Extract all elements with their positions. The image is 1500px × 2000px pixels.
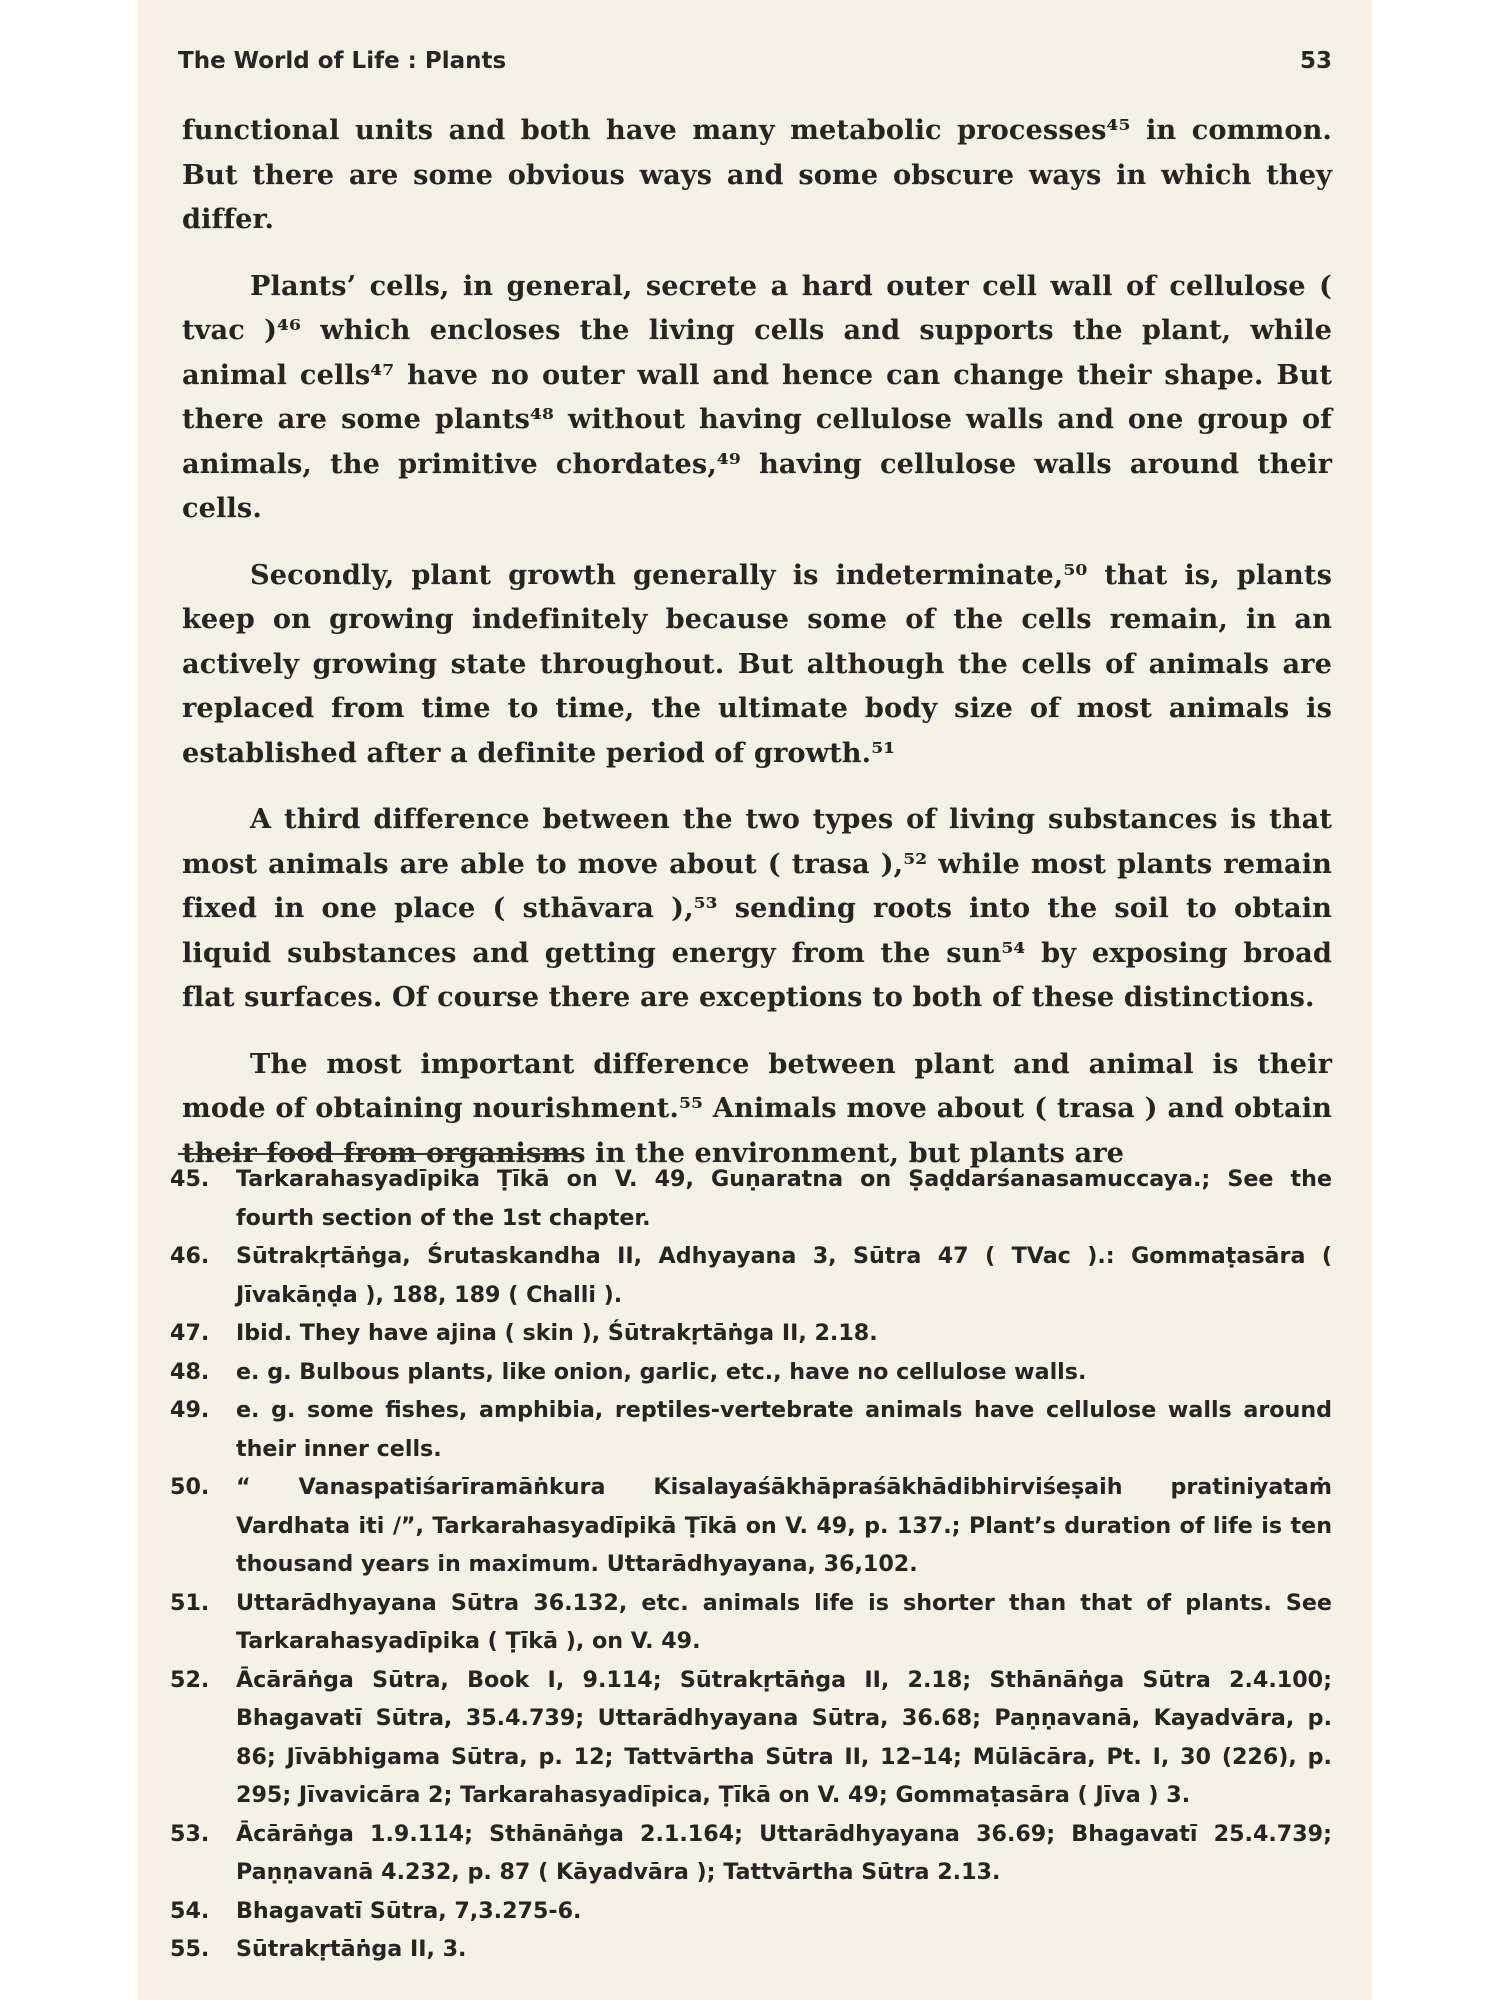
main-text: [182, 108, 1332, 1197]
book-page: [138, 0, 1372, 2000]
footnote-number: 46.: [170, 1243, 210, 1269]
footnote-number: 53.: [170, 1820, 210, 1847]
footnote: [170, 1661, 1332, 1815]
footnote-text: Sūtrakṛtāṅga II, 3.: [236, 1936, 467, 1962]
footnote: [170, 1892, 1332, 1931]
footnote: [170, 1314, 1332, 1353]
footnote: [170, 1930, 1332, 1969]
footnote-number: 48.: [170, 1358, 210, 1385]
footnote-text: “ Vanaspatiśarīramāṅkura Kisalayaśākhāpraśākhādibhirviśeṣaih pratiniyataṁ Vardhata iti /”, Tarkarahasyadīpikā Ṭīkā on V. 49, p. 137.; Plant’s duration of life is ten thousand years in maximum. Uttarādhyayana, 36,102.: [236, 1474, 1332, 1577]
footnote-number: 45.: [170, 1166, 210, 1192]
footnote-number: 52.: [170, 1666, 210, 1693]
footnote-number: 47.: [170, 1320, 210, 1346]
footnote-text: Ibid. They have ajina ( skin ), Śūtrakṛtāṅga II, 2.18.: [236, 1320, 878, 1346]
page-number: 53: [1299, 48, 1332, 74]
paragraph: functional units and both have many metabolic processes⁴⁵ in common. But there are some obvious ways and some obscure ways in which they differ.: [182, 114, 1332, 235]
footnote: [170, 1353, 1332, 1392]
paragraph: A third difference between the two types of living substances is that most animals are able to move about ( trasa ),⁵² while most plants remain fixed in one place ( sthāvara ),⁵³ sending roots into the soil to obtain liquid substances and getting energy from the sun⁵⁴ by exposing broad flat surfaces. Of course there are exceptions to both of these distinctions.: [182, 803, 1332, 1013]
paragraph: The most important difference between plant and animal is their mode of obtaining nourishment.⁵⁵ Animals move about ( trasa ) and obtain their food from organisms in the environment, but plants are: [182, 1047, 1332, 1169]
footnote-text: Tarkarahasyadīpika Ṭīkā on V. 49, Guṇaratna on Ṣaḍdarśanasamuccaya.; See the fourth section of the 1st chapter.: [236, 1166, 1332, 1231]
footnote-number: 50.: [170, 1474, 210, 1500]
footnote-text: e. g. Bulbous plants, like onion, garlic, etc., have no cellulose walls.: [236, 1358, 1087, 1385]
footnote-text: Ācārāṅga Sūtra, Book I, 9.114; Sūtrakṛtāṅga II, 2.18; Sthānāṅga Sūtra 2.4.100; Bhagavatī Sūtra, 35.4.739; Uttarādhyayana Sūtra, 36.68; Paṇṇavanā, Kayadvāra, p. 86; Jīvābhigama Sūtra, p. 12; Tattvārtha Sūtra II, 12–14; Mūlācāra, Pt. I, 30 (226), p. 295; Jīvavicāra 2; Tarkarahasyadīpica, Ṭīkā on V. 49; Gommaṭasāra ( Jīva ) 3.: [236, 1666, 1332, 1808]
footnote-number: 54.: [170, 1897, 210, 1924]
running-title: The World of Life : Plants: [178, 48, 507, 74]
footnote-number: 55.: [170, 1936, 210, 1962]
footnote: [170, 1584, 1332, 1661]
footnote: [170, 1160, 1332, 1237]
paragraph: Plants’ cells, in general, secrete a hard outer cell wall of cellulose ( tvac )⁴⁶ which encloses the living cells and supports the plant, while animal cells⁴⁷ have no outer wall and hence can change their shape. But there are some plants⁴⁸ without having cellulose walls and one group of animals, the primitive chordates,⁴⁹ having cellulose walls around their cells.: [182, 269, 1332, 524]
footnote-text: Sūtrakṛtāṅga, Śrutaskandha II, Adhyayana 3, Sūtra 47 ( TVac ).: Gommaṭasāra ( Jīvakāṇḍa ), 188, 189 ( Challi ).: [236, 1243, 1332, 1308]
footnote: [170, 1391, 1332, 1468]
footnote: [170, 1237, 1332, 1314]
footnote: [170, 1815, 1332, 1892]
footnote-number: 51.: [170, 1589, 210, 1616]
footnote: [170, 1468, 1332, 1584]
footnote-text: e. g. some fishes, amphibia, reptiles-vertebrate animals have cellulose walls around their inner cells.: [236, 1397, 1332, 1462]
footnotes: [170, 1160, 1332, 1969]
footnote-text: Bhagavatī Sūtra, 7,3.275-6.: [236, 1897, 582, 1924]
paragraph: Secondly, plant growth generally is indeterminate,⁵⁰ that is, plants keep on growing indefinitely because some of the cells remain, in an actively growing state throughout. But although the cells of animals are replaced from time to time, the ultimate body size of most animals is established after a definite period of growth.⁵¹: [182, 558, 1332, 769]
footnote-rule: [178, 1153, 578, 1155]
running-header: [178, 48, 1332, 88]
footnote-text: Uttarādhyayana Sūtra 36.132, etc. animals life is shorter than that of plants. See Tarkarahasyadīpika ( Ṭīkā ), on V. 49.: [236, 1589, 1332, 1654]
footnote-text: Ācārāṅga 1.9.114; Sthānāṅga 2.1.164; Uttarādhyayana 36.69; Bhagavatī 25.4.739; Paṇṇavanā 4.232, p. 87 ( Kāyadvāra ); Tattvārtha Sūtra 2.13.: [236, 1820, 1332, 1885]
footnote-number: 49.: [170, 1397, 210, 1423]
